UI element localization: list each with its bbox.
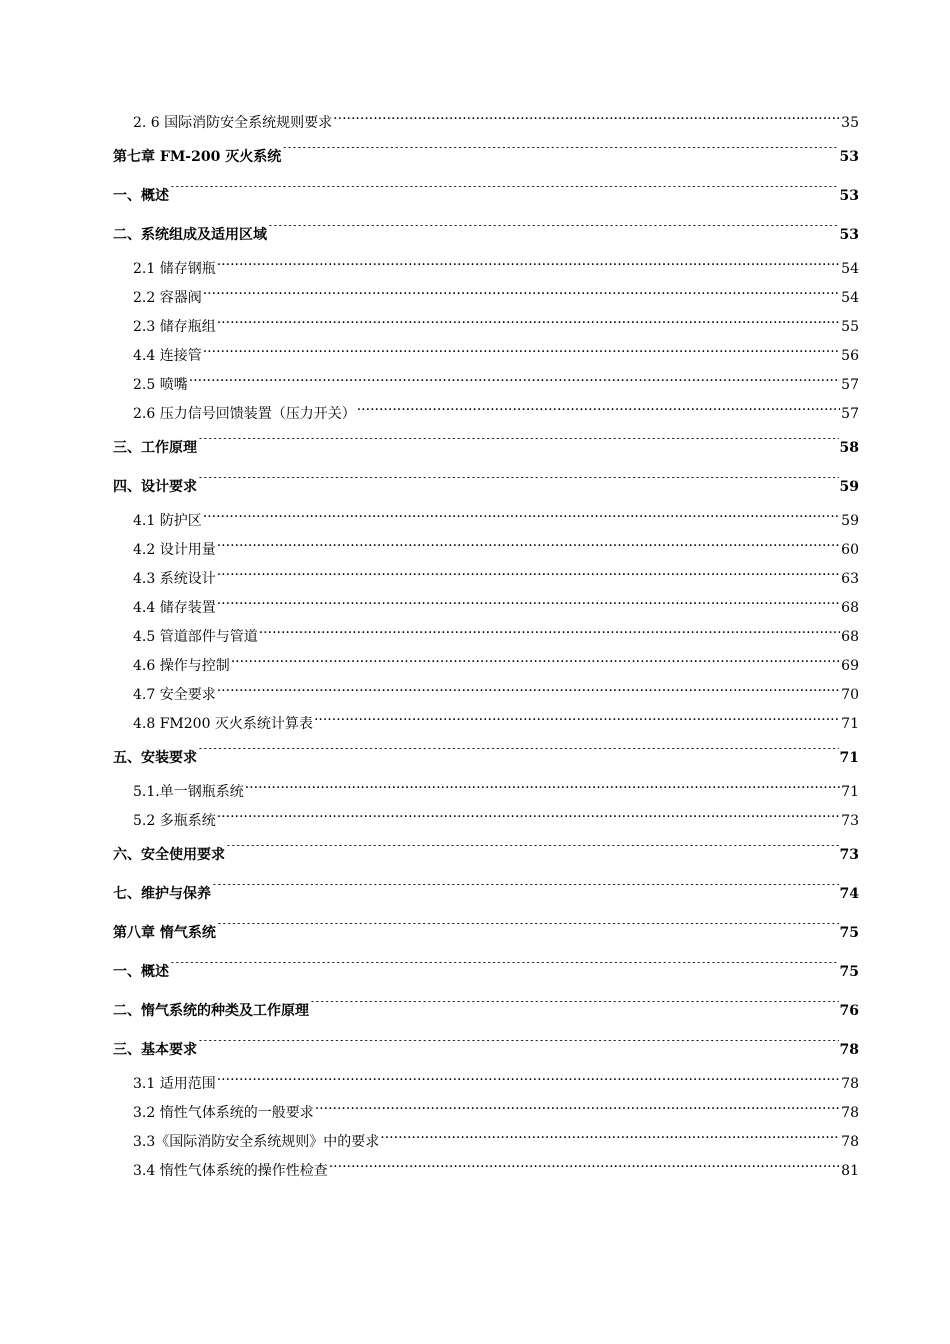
toc-entry-label: 第七章 FM-200 灭火系统 bbox=[113, 149, 282, 165]
toc-entry-label: 5.2 多瓶系统 bbox=[133, 813, 216, 829]
table-of-contents bbox=[113, 109, 859, 1186]
toc-dot-leader bbox=[217, 569, 840, 583]
toc-page-number: 53 bbox=[839, 149, 859, 165]
toc-page-number: 71 bbox=[841, 784, 859, 800]
toc-entry-label: 4.8 FM200 灭火系统计算表 bbox=[133, 716, 313, 732]
toc-dot-leader bbox=[217, 1074, 840, 1088]
toc-entry-label: 2. 6 国际消防安全系统规则要求 bbox=[133, 115, 333, 131]
toc-dot-leader bbox=[217, 598, 840, 612]
toc-entry-label: 3.2 惰性气体系统的一般要求 bbox=[133, 1105, 314, 1121]
toc-dot-leader bbox=[217, 923, 839, 937]
toc-section-entry[interactable] bbox=[113, 109, 859, 138]
toc-entry-label: 五、安装要求 bbox=[113, 750, 197, 766]
toc-chapter-entry[interactable] bbox=[113, 875, 859, 914]
toc-dot-leader bbox=[268, 225, 839, 239]
toc-dot-leader bbox=[329, 1161, 840, 1175]
toc-page-number: 63 bbox=[841, 571, 859, 587]
toc-dot-leader bbox=[170, 186, 839, 200]
toc-entry-label: 六、安全使用要求 bbox=[113, 847, 225, 863]
toc-entry-label: 4.2 设计用量 bbox=[133, 542, 216, 558]
toc-page-number: 53 bbox=[839, 227, 859, 243]
toc-page-number: 73 bbox=[841, 813, 859, 829]
toc-section-entry[interactable] bbox=[113, 284, 859, 313]
toc-entry-label: 4.3 系统设计 bbox=[133, 571, 216, 587]
toc-entry-label: 4.4 储存装置 bbox=[133, 600, 216, 616]
toc-chapter-entry[interactable] bbox=[113, 216, 859, 255]
toc-dot-leader bbox=[231, 656, 840, 670]
toc-section-entry[interactable] bbox=[113, 255, 859, 284]
toc-section-entry[interactable] bbox=[113, 313, 859, 342]
toc-section-entry[interactable] bbox=[113, 710, 859, 739]
toc-dot-leader bbox=[282, 147, 838, 161]
toc-entry-label: 三、工作原理 bbox=[113, 440, 197, 456]
toc-dot-leader bbox=[333, 113, 840, 127]
toc-page-number: 73 bbox=[839, 847, 859, 863]
toc-dot-leader bbox=[310, 1001, 839, 1015]
toc-dot-leader bbox=[217, 317, 840, 331]
toc-dot-leader bbox=[245, 782, 840, 796]
toc-dot-leader bbox=[217, 540, 840, 554]
toc-entry-label: 3.1 适用范围 bbox=[133, 1076, 216, 1092]
toc-dot-leader bbox=[198, 748, 839, 762]
toc-page-number: 53 bbox=[839, 188, 859, 204]
toc-page-number: 76 bbox=[839, 1003, 859, 1019]
toc-chapter-entry[interactable] bbox=[113, 914, 859, 953]
toc-chapter-entry[interactable] bbox=[113, 836, 859, 875]
toc-page-number: 75 bbox=[839, 925, 859, 941]
toc-dot-leader bbox=[198, 477, 839, 491]
toc-chapter-entry[interactable] bbox=[113, 953, 859, 992]
toc-chapter-entry[interactable] bbox=[113, 177, 859, 216]
toc-dot-leader bbox=[217, 685, 840, 699]
toc-entry-label: 四、设计要求 bbox=[113, 479, 197, 495]
toc-dot-leader bbox=[217, 259, 840, 273]
toc-entry-label: 4.7 安全要求 bbox=[133, 687, 216, 703]
toc-page-number: 78 bbox=[841, 1105, 859, 1121]
toc-entry-label: 4.4 连接管 bbox=[133, 348, 202, 364]
toc-entry-label: 4.5 管道部件与管道 bbox=[133, 629, 258, 645]
toc-section-entry[interactable] bbox=[113, 507, 859, 536]
toc-page-number: 55 bbox=[841, 319, 859, 335]
toc-section-entry[interactable] bbox=[113, 807, 859, 836]
toc-chapter-entry[interactable] bbox=[113, 429, 859, 468]
toc-entry-label: 2.1 储存钢瓶 bbox=[133, 261, 216, 277]
toc-page-number: 59 bbox=[841, 513, 859, 529]
toc-page-number: 59 bbox=[839, 479, 859, 495]
toc-entry-label: 3.3《国际消防安全系统规则》中的要求 bbox=[133, 1134, 380, 1150]
toc-entry-label: 二、系统组成及适用区域 bbox=[113, 227, 267, 243]
toc-page-number: 35 bbox=[841, 115, 859, 131]
toc-section-entry[interactable] bbox=[113, 652, 859, 681]
toc-entry-label: 2.6 压力信号回馈装置（压力开关） bbox=[133, 406, 356, 422]
toc-section-entry[interactable] bbox=[113, 594, 859, 623]
toc-page-number: 78 bbox=[839, 1042, 859, 1058]
toc-chapter-entry[interactable] bbox=[113, 138, 859, 177]
toc-dot-leader bbox=[198, 438, 839, 452]
toc-section-entry[interactable] bbox=[113, 1099, 859, 1128]
toc-page-number: 74 bbox=[839, 886, 859, 902]
toc-entry-label: 七、维护与保养 bbox=[113, 886, 211, 902]
toc-section-entry[interactable] bbox=[113, 536, 859, 565]
toc-entry-label: 一、概述 bbox=[113, 188, 169, 204]
toc-page-number: 56 bbox=[841, 348, 859, 364]
toc-dot-leader bbox=[189, 375, 840, 389]
toc-entry-label: 第八章 惰气系统 bbox=[113, 925, 216, 941]
toc-chapter-entry[interactable] bbox=[113, 468, 859, 507]
toc-dot-leader bbox=[357, 404, 840, 418]
toc-dot-leader bbox=[259, 627, 840, 641]
toc-page-number: 81 bbox=[841, 1163, 859, 1179]
toc-page-number: 54 bbox=[841, 261, 859, 277]
toc-page-number: 78 bbox=[841, 1076, 859, 1092]
toc-dot-leader bbox=[315, 1103, 840, 1117]
toc-page-number: 69 bbox=[841, 658, 859, 674]
toc-entry-label: 2.2 容器阀 bbox=[133, 290, 202, 306]
toc-section-entry[interactable] bbox=[113, 1070, 859, 1099]
toc-dot-leader bbox=[212, 884, 839, 898]
toc-page-number: 70 bbox=[841, 687, 859, 703]
toc-entry-label: 5.1.单一钢瓶系统 bbox=[133, 784, 244, 800]
toc-chapter-entry[interactable] bbox=[113, 1031, 859, 1070]
toc-section-entry[interactable] bbox=[113, 400, 859, 429]
toc-entry-label: 4.1 防护区 bbox=[133, 513, 202, 529]
toc-entry-label: 4.6 操作与控制 bbox=[133, 658, 230, 674]
toc-section-entry[interactable] bbox=[113, 342, 859, 371]
toc-dot-leader bbox=[380, 1132, 840, 1146]
toc-dot-leader bbox=[226, 845, 839, 859]
toc-page-number: 54 bbox=[841, 290, 859, 306]
toc-page-number: 57 bbox=[841, 406, 859, 422]
toc-dot-leader bbox=[203, 288, 840, 302]
toc-dot-leader bbox=[170, 962, 839, 976]
toc-page-number: 57 bbox=[841, 377, 859, 393]
toc-section-entry[interactable] bbox=[113, 1128, 859, 1157]
toc-section-entry[interactable] bbox=[113, 681, 859, 710]
toc-page-number: 71 bbox=[841, 716, 859, 732]
toc-dot-leader bbox=[217, 811, 840, 825]
toc-section-entry[interactable] bbox=[113, 623, 859, 652]
toc-chapter-entry[interactable] bbox=[113, 992, 859, 1031]
toc-page-number: 78 bbox=[841, 1134, 859, 1150]
toc-page-number: 71 bbox=[839, 750, 859, 766]
toc-entry-label: 一、概述 bbox=[113, 964, 169, 980]
toc-entry-label: 二、惰气系统的种类及工作原理 bbox=[113, 1003, 309, 1019]
toc-section-entry[interactable] bbox=[113, 371, 859, 400]
toc-section-entry[interactable] bbox=[113, 778, 859, 807]
toc-dot-leader bbox=[198, 1040, 839, 1054]
toc-section-entry[interactable] bbox=[113, 1157, 859, 1186]
toc-dot-leader bbox=[203, 346, 840, 360]
toc-section-entry[interactable] bbox=[113, 565, 859, 594]
toc-dot-leader bbox=[314, 714, 840, 728]
toc-page-number: 58 bbox=[839, 440, 859, 456]
toc-page-number: 68 bbox=[841, 629, 859, 645]
toc-entry-label: 三、基本要求 bbox=[113, 1042, 197, 1058]
toc-entry-label: 2.3 储存瓶组 bbox=[133, 319, 216, 335]
toc-chapter-entry[interactable] bbox=[113, 739, 859, 778]
toc-page-number: 68 bbox=[841, 600, 859, 616]
toc-entry-label: 3.4 惰性气体系统的操作性检查 bbox=[133, 1163, 328, 1179]
toc-page-number: 60 bbox=[841, 542, 859, 558]
toc-entry-label: 2.5 喷嘴 bbox=[133, 377, 188, 393]
toc-page-number: 75 bbox=[839, 964, 859, 980]
toc-dot-leader bbox=[203, 511, 840, 525]
